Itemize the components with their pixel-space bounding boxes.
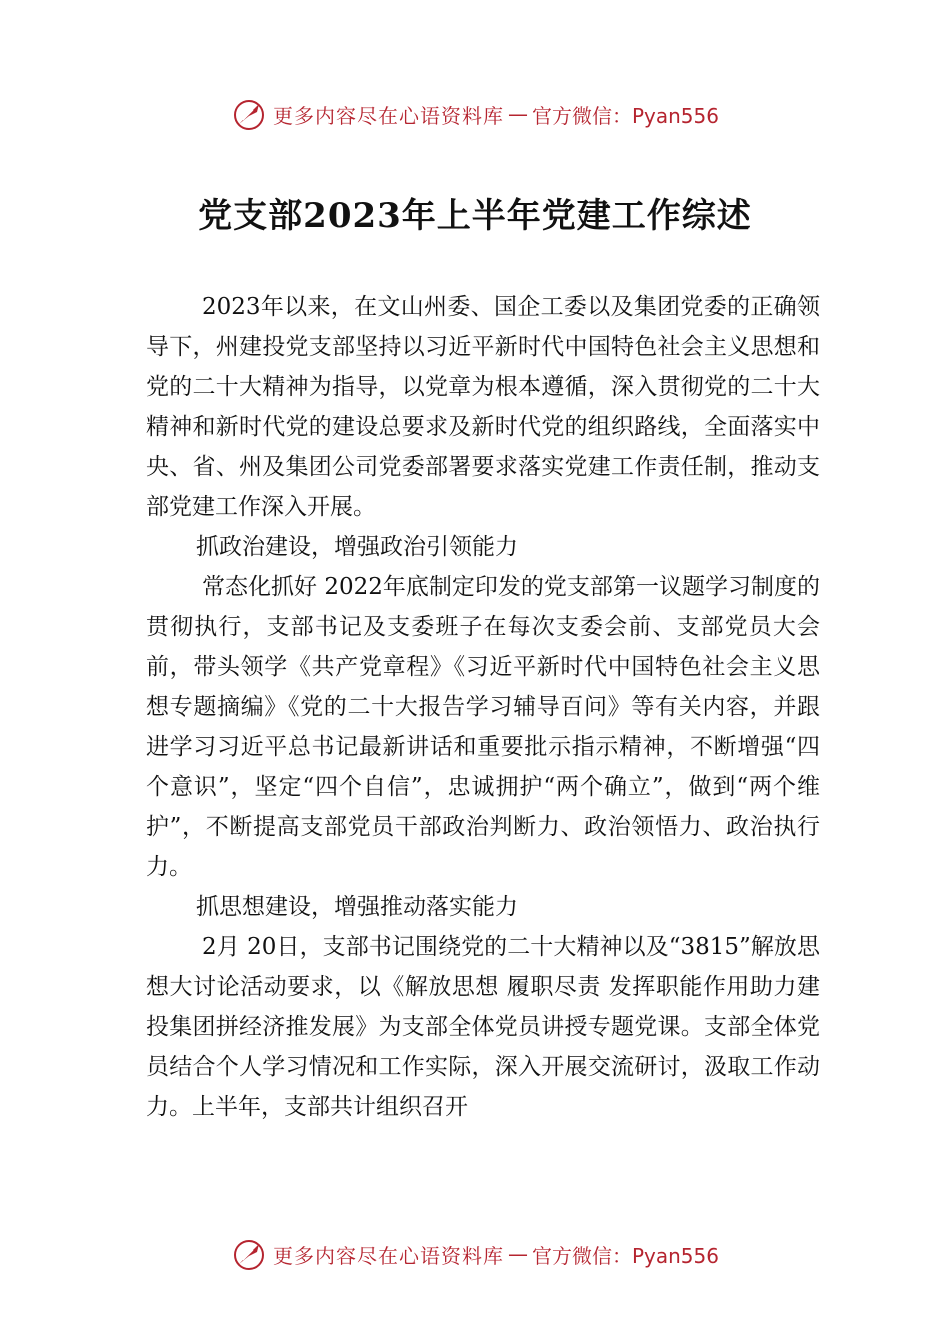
header-banner	[0, 92, 950, 136]
section-heading-political: 抓政治建设，增强政治引领能力	[196, 534, 518, 560]
banner-wechat: 官方微信：Pyan556	[531, 103, 719, 128]
quill-logo-icon	[231, 1236, 267, 1272]
banner-wechat: 官方微信：Pyan556	[531, 1243, 719, 1268]
paragraph-intro: 2023年以来，在文山州委、国企工委以及集团党委的正确领导下，州建投党支部坚持以习近平新时代中国特色社会主义思想和党的二十大精神为指导，以党章为根本遵循，深入贯彻党的二十大精神和新时代党的建设总要求及新时代党的组织路线，全面落实中央、省、州及集团公司党委部署要求落实党建工作责任制，推动支部党建工作深入开展。	[146, 294, 820, 520]
document-title: 党支部2023年上半年党建工作综述	[198, 196, 752, 236]
paragraph-political: 常态化抓好 2022年底制定印发的党支部第一议题学习制度的贯彻执行，支部书记及支委班子在每次支委会前、支部党员大会前，带头领学《共产党章程》《习近平新时代中国特色社会主义思想专题摘编》《党的二十大报告学习辅导百问》等有关内容，并跟进学习习近平总书记最新讲话和重要批示指示精神，不断增强“四个意识”，坚定“四个自信”，忠诚拥护“两个确立”，做到“两个维护”，不断提高支部党员干部政治判断力、政治领悟力、政治执行力。	[146, 574, 820, 880]
banner-text: 更多内容尽在心语资料库	[272, 103, 504, 128]
banner-dash: —	[507, 1242, 528, 1266]
quill-logo-icon	[231, 96, 267, 132]
banner-dash: —	[507, 102, 528, 126]
document-body	[146, 287, 820, 1127]
paragraph-ideological: 2月 20日，支部书记围绕党的二十大精神以及“3815”解放思想大讨论活动要求，以《解放思想 履职尽责 发挥职能作用助力建投集团拼经济推发展》为支部全体党员讲授专题党课。支部全体党员结合个人学习情况和工作实际，深入开展交流研讨，汲取工作动力。上半年，支部共计组织召开	[146, 934, 820, 1120]
section-heading-ideological: 抓思想建设，增强推动落实能力	[196, 894, 518, 920]
footer-banner	[0, 1232, 950, 1276]
banner-text: 更多内容尽在心语资料库	[272, 1243, 504, 1268]
